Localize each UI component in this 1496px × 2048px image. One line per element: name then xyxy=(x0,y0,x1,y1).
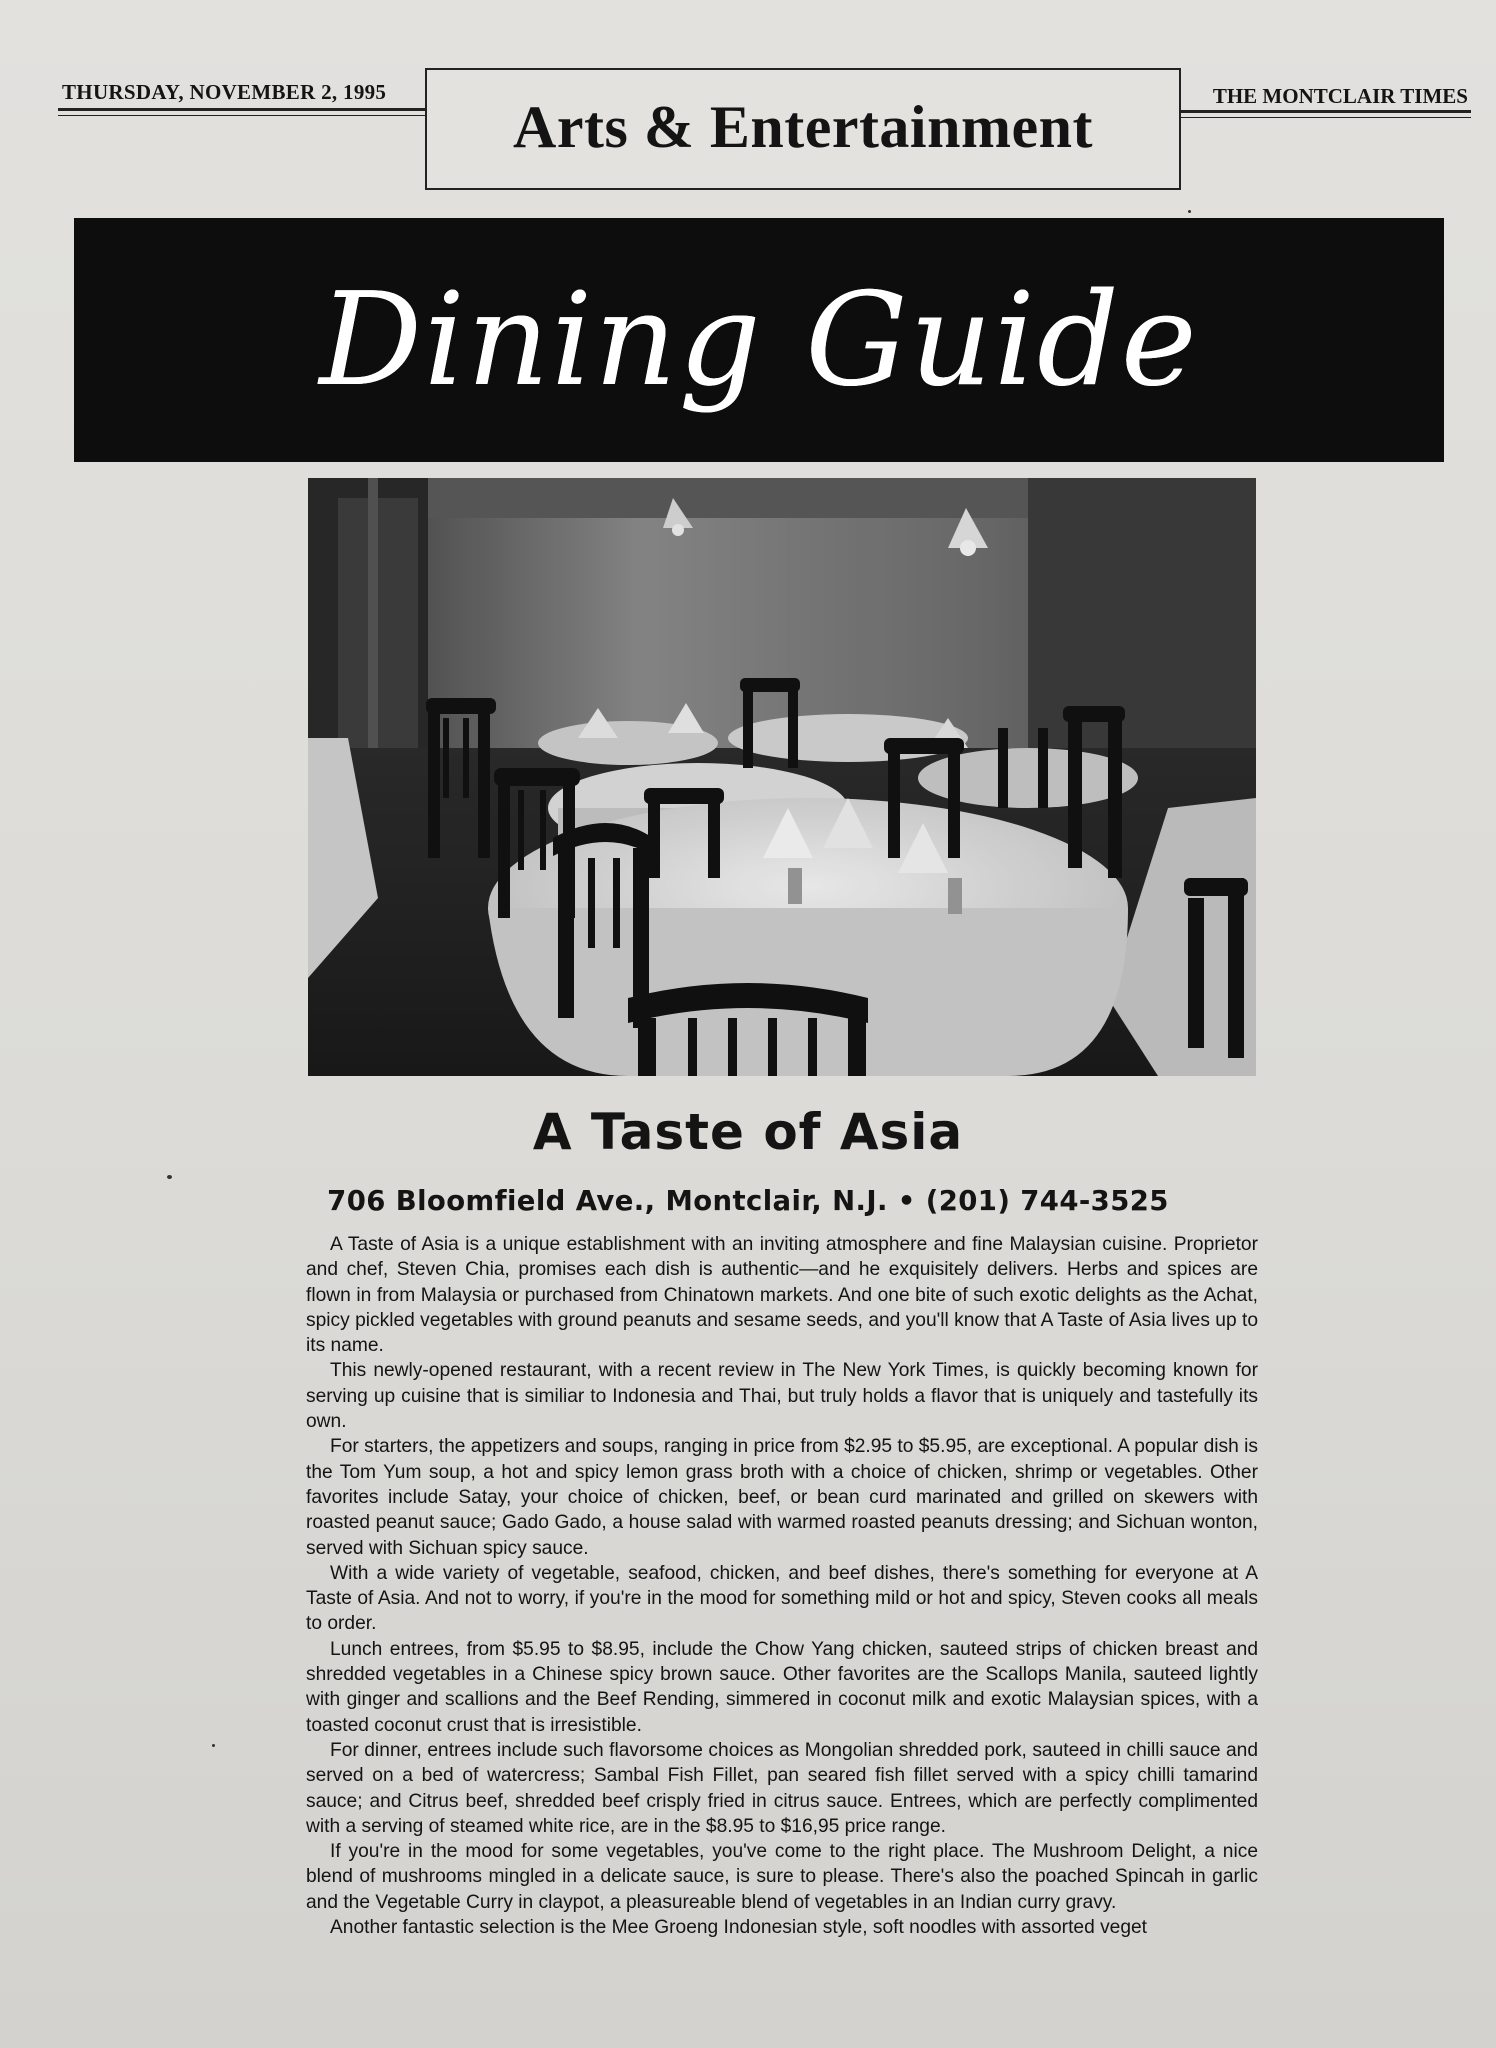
issue-date: THURSDAY, NOVEMBER 2, 1995 xyxy=(62,80,387,104)
article-headline: A Taste of Asia xyxy=(532,1103,964,1161)
masthead-rule-left xyxy=(58,108,426,111)
masthead-rule-right xyxy=(1181,110,1471,113)
article-paragraph: With a wide variety of vegetable, seafood, chicken, and beef dishes, there's something for everyone at A Taste of Asia. And not to worry, if you're in the mood for something mild or hot and spicy, Steven cooks all meals to order. xyxy=(306,1562,1258,1635)
dining-guide-banner xyxy=(74,218,1444,462)
article-paragraph: Another fantastic selection is the Mee Groeng Indonesian style, soft noodles with assorted veget xyxy=(330,1917,1148,1939)
banner-title: Dining Guide xyxy=(319,265,1199,415)
article-body xyxy=(306,1232,1258,1976)
section-header-box xyxy=(425,68,1181,190)
masthead-rule-left-thin xyxy=(58,115,426,116)
section-title: Arts & Entertainment xyxy=(513,93,1093,160)
masthead-rule-right-thin xyxy=(1181,117,1471,118)
restaurant-dining-room-photo xyxy=(308,478,1256,1076)
article-paragraph: Lunch entrees, from $5.95 to $8.95, include the Chow Yang chicken, sauteed strips of chicken breast and shredded vegetables in a Chinese spicy brown sauce. Other favorites are the Scallops Manila, sauteed lightly with ginger and scallions and the Beef Rending, simmered in coconut milk and exotic Malaysian spices, with a toasted coconut crust that is irresistible. xyxy=(306,1638,1258,1736)
newspaper-name: THE MONTCLAIR TIMES xyxy=(1212,84,1468,108)
article-paragraph: If you're in the mood for some vegetables, you've come to the right place. The Mushroom Delight, a nice blend of mushrooms mingled in a delicate sauce, is sure to please. There's also the poached Spincah in garlic and the Vegetable Curry in claypot, a pleasureable blend of vegetables in an Indian curry gravy. xyxy=(306,1841,1258,1913)
article-paragraph: A Taste of Asia is a unique establishment with an inviting atmosphere and fine Malaysian cuisine. Proprietor and chef, Steven Chia, promises each dish is authentic—and he exquisitely delivers. Herbs and spices are flown in from Malaysia or purchased from Chinatown markets. And one bite of such exotic delights as the Achat, spicy pickled vegetables with ground peanuts and sesame seeds, and you'll know that A Taste of Asia lives up to its name. xyxy=(306,1234,1258,1357)
restaurant-address: 706 Bloomfield Ave., Montclair, N.J. • (201) 744-3525 xyxy=(327,1185,1169,1217)
article-paragraph: For starters, the appetizers and soups, ranging in price from $2.95 to $5.95, are exceptional. A popular dish is the Tom Yum soup, a hot and spicy lemon grass broth with a choice of chicken, shrimp or vegetables. Other favorites include Satay, your choice of chicken, beef, or bean curd marinated and grilled on skewers with roasted peanut sauce; Gado Gado, a house salad with warmed roasted peanuts dressing; and Sichuan wonton, served with Sichuan spicy sauce. xyxy=(306,1436,1258,1559)
article-paragraph: For dinner, entrees include such flavorsome choices as Mongolian shredded pork, sauteed in chilli sauce and served on a bed of watercress; Sambal Fish Fillet, pan seared fish fillet served with a spicy chilli tamarind sauce; and Citrus beef, shredded beef crisply fried in citrus sauce. Entrees, which are perfectly complimented with a serving of steamed white rice, are in the $8.95 to $16,95 price range. xyxy=(306,1739,1258,1837)
article-paragraph: This newly-opened restaurant, with a recent review in The New York Times, is quickly becoming known for serving up cuisine that is similiar to Indonesia and Thai, but truly holds a flavor that is uniquely and tastefully its own. xyxy=(306,1360,1258,1433)
